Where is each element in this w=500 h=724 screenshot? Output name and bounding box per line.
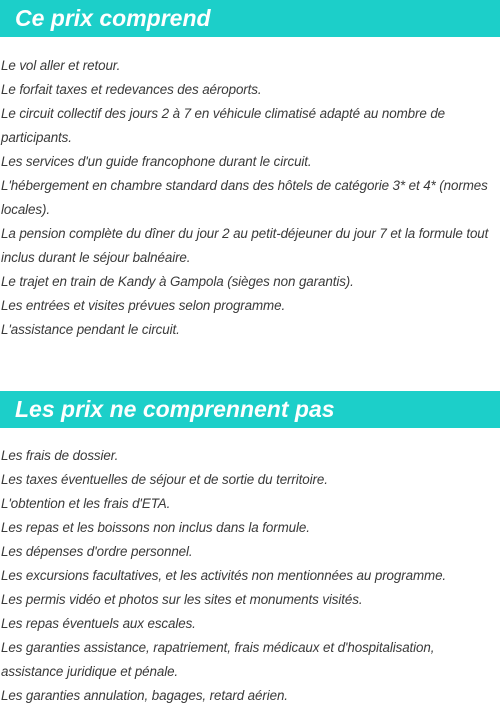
excluded-list [0,428,500,708]
included-title: Ce prix comprend [0,0,500,37]
included-item: Les entrées et visites prévues selon programme. [1,298,286,313]
excluded-item: Les excursions facultatives, et les activités non mentionnées au programme. [1,568,447,583]
included-list [0,37,500,342]
excluded-item: Les frais de dossier. [1,448,119,463]
excluded-item: Les permis vidéo et photos sur les sites et monuments visités. [1,592,363,607]
excluded-title: Les prix ne comprennent pas [0,391,500,428]
excluded-item: Les taxes éventuelles de séjour et de sortie du territoire. [1,472,328,487]
included-section [0,0,500,342]
included-item: L'hébergement en chambre standard dans des hôtels de catégorie 3* et 4* (normes locales). [1,178,488,217]
excluded-item: Les garanties assistance, rapatriement, frais médicaux et d'hospitalisation, assistance juridique et pénale. [1,640,435,679]
included-item: Le circuit collectif des jours 2 à 7 en véhicule climatisé adapté au nombre de participants. [1,106,446,145]
included-item: Le trajet en train de Kandy à Gampola (sièges non garantis). [1,274,354,289]
excluded-item: Les dépenses d'ordre personnel. [1,544,193,559]
included-item: Le vol aller et retour. [1,58,121,73]
excluded-item: Les repas et les boissons non inclus dans la formule. [1,520,310,535]
excluded-item: Les garanties annulation, bagages, retard aérien. [1,688,288,703]
excluded-item: L'obtention et les frais d'ETA. [1,496,171,511]
excluded-section [0,391,500,708]
included-item: L'assistance pendant le circuit. [1,322,180,337]
included-item: La pension complète du dîner du jour 2 au petit-déjeuner du jour 7 et la formule tout inclus durant le séjour balnéaire. [1,226,489,265]
included-item: Le forfait taxes et redevances des aéroports. [1,82,262,97]
included-item: Les services d'un guide francophone durant le circuit. [1,154,312,169]
excluded-item: Les repas éventuels aux escales. [1,616,196,631]
